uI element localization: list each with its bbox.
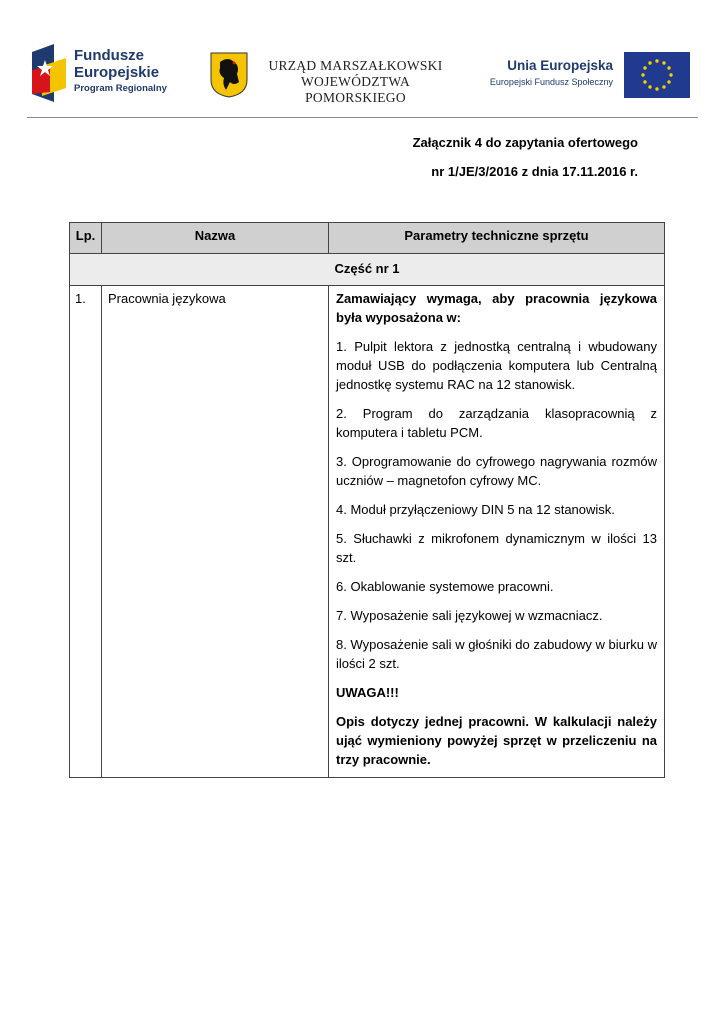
header-name: Nazwa: [102, 223, 329, 254]
document-title-line2: nr 1/JE/3/2016 z dnia 17.11.2016 r.: [431, 164, 638, 179]
params-item-6: 6. Okablowanie systemowe pracowni.: [336, 579, 554, 594]
logo-bar: [0, 0, 725, 118]
pomorskie-griffin-crest-icon: [210, 52, 248, 98]
row-lp: 1.: [70, 286, 102, 778]
row-params: [329, 286, 665, 778]
specification-table: [69, 222, 665, 778]
fundusze-europejskie-logo: [32, 44, 192, 104]
table-row: [70, 286, 665, 778]
fe-logo-line2: Europejskie: [74, 64, 160, 81]
params-item-8: 8. Wyposażenie sali w głośniki do zabudowy w biurku w ilości 2 szt.: [336, 637, 657, 671]
um-logo-line1: URZĄD MARSZAŁKOWSKI: [268, 58, 443, 73]
params-item-7: 7. Wyposażenie sali językowej w wzmacniacz.: [336, 608, 603, 623]
header-divider: [27, 117, 698, 118]
header-params: Parametry techniczne sprzętu: [329, 223, 665, 254]
fe-logo-line1: Fundusze: [74, 47, 144, 64]
params-item-2: 2. Program do zarządzania klasopracownią z komputera i tabletu PCM.: [336, 406, 657, 440]
params-item-1: 1. Pulpit lektora z jednostką centralną i wbudowany moduł USB do podłączenia komputera lub Centralną jednostkę systemu RAC na 12 stanowisk.: [336, 339, 657, 392]
eu-flag-icon: [624, 52, 690, 98]
ue-logo-line2: Europejski Fundusz Społeczny: [489, 77, 613, 87]
fundusze-europejskie-mark-icon: [32, 44, 68, 102]
part-title: Część nr 1: [70, 254, 665, 286]
um-logo-line2: WOJEWÓDZTWA POMORSKIEGO: [300, 74, 411, 106]
part-row: [70, 254, 665, 286]
params-item-5: 5. Słuchawki z mikrofonem dynamicznym w ilości 13 szt.: [336, 531, 657, 565]
header-lp: Lp.: [70, 223, 102, 254]
params-note: Opis dotyczy jednej pracowni. W kalkulacji należy ująć wymieniony powyżej sprzęt w przeliczeniu na trzy pracownie.: [336, 714, 657, 767]
params-item-4: 4. Moduł przyłączeniowy DIN 5 na 12 stanowisk.: [336, 502, 615, 517]
urzad-marszalkowski-logo: [210, 52, 455, 106]
params-warning: UWAGA!!!: [336, 685, 399, 700]
table-header-row: [70, 223, 665, 254]
params-item-3: 3. Oprogramowanie do cyfrowego nagrywania rozmów uczniów – magnetofon cyfrowy MC.: [336, 454, 657, 488]
unia-europejska-logo: [478, 52, 693, 100]
ue-logo-line1: Unia Europejska: [507, 58, 613, 73]
document-title-line1: Załącznik 4 do zapytania ofertowego: [412, 135, 638, 150]
row-name: Pracownia językowa: [102, 286, 329, 778]
params-intro: Zamawiający wymaga, aby pracownia językowa była wyposażona w:: [336, 291, 657, 325]
fe-logo-line3: Program Regionalny: [74, 83, 167, 94]
